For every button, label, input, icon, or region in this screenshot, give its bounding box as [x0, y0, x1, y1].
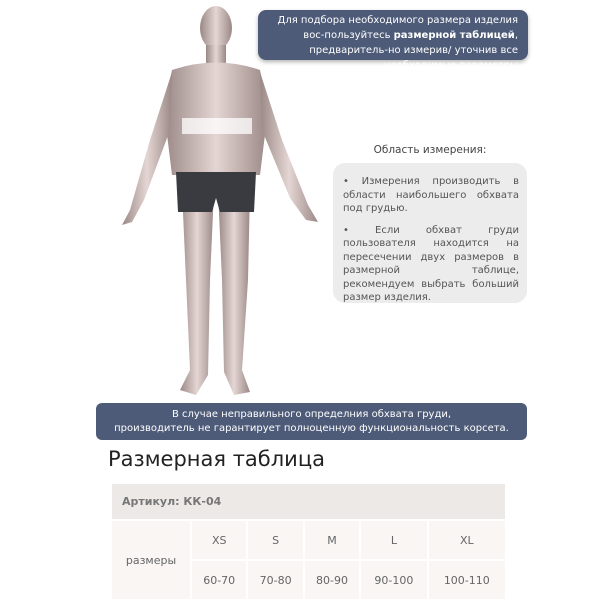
- range-m: 80-90: [304, 560, 360, 600]
- size-table-hint: Для подбора необходимого размера изделия вос-пользуйтесь размерной таблицей, предваритель-но измерив/ уточнив все необходимые параметры: [258, 10, 528, 60]
- article-label: Артикул: КК-04: [111, 483, 506, 520]
- size-table-emphasis: размерной таблицей: [393, 30, 515, 41]
- warning-banner: В случае неправильного определния обхвата груди, производитель не гарантирует полноценную функциональность корсета.: [96, 403, 527, 440]
- measurement-band: [182, 118, 252, 134]
- size-xs: XS: [191, 520, 247, 560]
- shorts: [176, 172, 256, 212]
- range-s: 70-80: [247, 560, 303, 600]
- measure-area-title: Область измерения:: [373, 144, 487, 156]
- size-l: L: [360, 520, 427, 560]
- size-s: S: [247, 520, 303, 560]
- range-xl: 100-110: [428, 560, 506, 600]
- row-label: размеры: [111, 520, 191, 600]
- measure-area-callout: [333, 163, 527, 303]
- measure-bullet: • Измерения производить в области наибольшего обхвата под грудью.: [343, 176, 519, 214]
- size-xl: XL: [428, 520, 506, 560]
- range-xs: 60-70: [191, 560, 247, 600]
- measure-bullet: • Если обхват груди пользователя находится на пересечении двух размеров в размерной таблице, рекомендуем выбрать больший размер изделия.: [343, 224, 519, 303]
- range-l: 90-100: [360, 560, 427, 600]
- human-figure-illustration: [110, 0, 340, 400]
- size-table: [110, 482, 507, 601]
- size-table-title: Размерная таблица: [108, 447, 325, 471]
- size-m: M: [304, 520, 360, 560]
